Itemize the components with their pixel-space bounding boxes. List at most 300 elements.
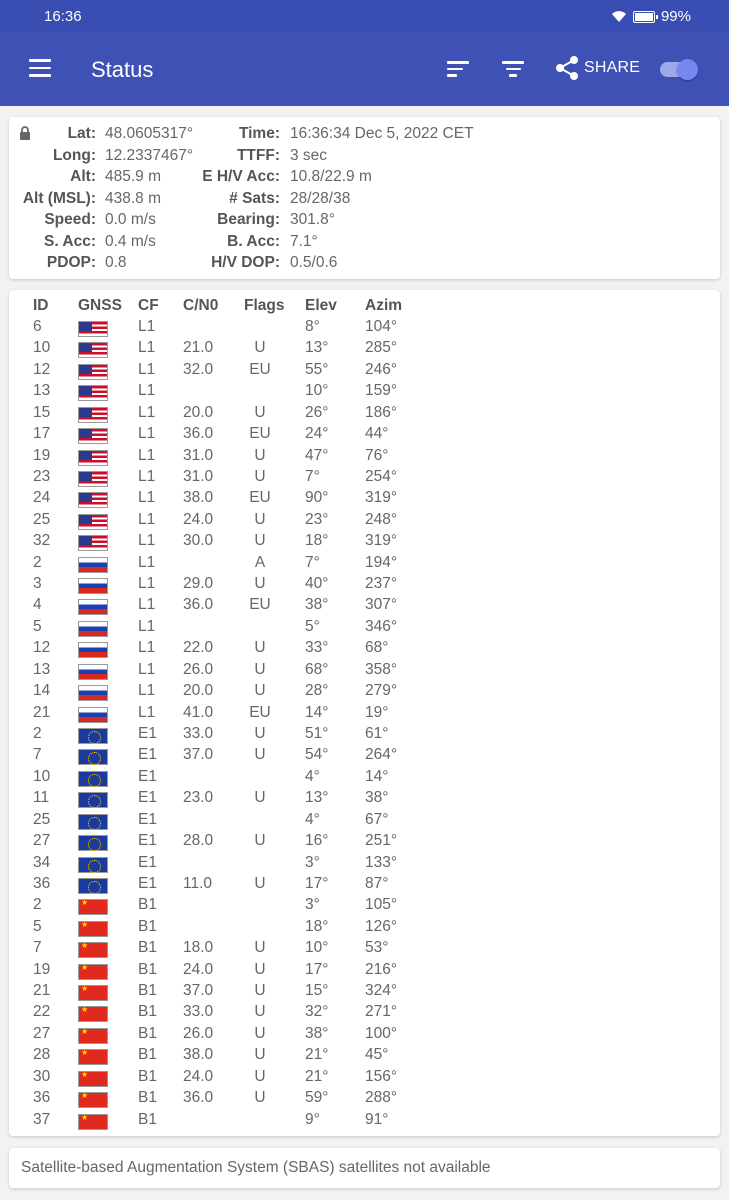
gnss-flag-icon [78,385,108,401]
share-icon [554,55,580,81]
sat-elevation: 9° [305,1110,320,1128]
gnss-flag-icon [78,535,108,551]
sat-cn0: 24.0 [183,1067,214,1085]
satellite-row [9,832,720,853]
sat-cn0: 22.0 [183,639,214,657]
fix-value: 301.8° [290,211,335,228]
sat-id: 10 [33,339,51,357]
gnss-flag-icon [78,835,108,851]
header-gnss: GNSS [78,297,122,314]
sat-azimuth: 254° [365,467,398,485]
gnss-flag-icon [78,985,108,1001]
sat-azimuth: 271° [365,1003,398,1021]
eu-flag-icon [78,771,108,787]
system-status-bar [0,0,729,33]
sat-flags: U [254,1089,266,1107]
satellite-row [9,789,720,810]
sat-elevation: 17° [305,874,329,892]
sat-azimuth: 100° [365,1024,398,1042]
cn-flag-icon [78,921,108,937]
sat-azimuth: 104° [365,318,398,335]
sat-azimuth: 346° [365,617,398,635]
menu-icon[interactable] [29,59,51,77]
gnss-flag-icon [78,792,108,808]
cn-flag-icon [78,1006,108,1022]
sat-azimuth: 246° [365,360,398,378]
sat-azimuth: 14° [365,767,389,785]
eu-flag-icon [78,814,108,830]
us-flag-icon [78,535,108,551]
sat-flags: U [254,639,266,657]
us-flag-icon [78,492,108,508]
share-label: SHARE [584,59,641,76]
gnss-flag-icon [78,1049,108,1065]
sat-carrier-frequency: B1 [138,982,157,1000]
sat-azimuth: 307° [365,596,398,614]
sat-id: 2 [33,553,42,571]
us-flag-icon [78,342,108,358]
sat-flags: U [254,789,266,807]
sat-id: 37 [33,1110,51,1128]
share-button[interactable] [554,55,640,81]
fix-value: 3 sec [290,146,328,164]
gnss-flag-icon [78,685,108,701]
sat-id: 6 [33,318,42,335]
sat-carrier-frequency: E1 [138,746,157,764]
sat-carrier-frequency: L1 [138,553,156,571]
ru-flag-icon [78,621,108,637]
satellite-row [9,532,720,553]
sat-elevation: 40° [305,575,329,593]
satellite-row [9,489,720,510]
sat-elevation: 33° [305,639,329,657]
sat-carrier-frequency: L1 [138,339,156,357]
gnss-flag-icon [78,407,108,423]
sat-elevation: 28° [305,682,329,700]
sat-azimuth: 156° [365,1067,398,1085]
sat-cn0: 37.0 [183,982,214,1000]
sat-elevation: 7° [305,553,320,571]
gnss-flag-icon [78,728,108,744]
sat-carrier-frequency: B1 [138,1003,157,1021]
sat-carrier-frequency: L1 [138,425,156,443]
fix-label: Long: [52,146,96,164]
sat-id: 2 [33,896,42,914]
sat-elevation: 18° [305,917,329,935]
satellite-row [9,318,720,339]
sat-carrier-frequency: L1 [138,360,156,378]
sat-carrier-frequency: L1 [138,596,156,614]
sat-id: 13 [33,660,51,678]
sat-carrier-frequency: B1 [138,1089,157,1107]
satellite-row [9,618,720,639]
sat-cn0: 33.0 [183,1003,214,1021]
ru-flag-icon [78,599,108,615]
gnss-flag-icon [78,621,108,637]
sat-flags: U [254,446,266,464]
sat-flags: U [254,874,266,892]
sat-id: 32 [33,532,51,550]
cn-flag-icon [78,985,108,1001]
sat-elevation: 32° [305,1003,329,1021]
sat-azimuth: 319° [365,489,398,507]
cn-flag-icon [78,1114,108,1130]
satellite-row [9,1003,720,1024]
sat-azimuth: 319° [365,532,398,550]
gnss-flag-icon [78,878,108,894]
fix-value: 16:36:34 Dec 5, 2022 CET [290,125,474,142]
satellite-row [9,661,720,682]
app-bar [0,33,729,106]
sat-cn0: 37.0 [183,746,214,764]
wifi-icon [611,10,627,23]
eu-flag-icon [78,749,108,765]
sat-cn0: 24.0 [183,510,214,528]
sat-id: 5 [33,617,42,635]
eu-flag-icon [78,728,108,744]
sat-id: 2 [33,724,42,742]
satellite-row [9,875,720,896]
sat-elevation: 13° [305,339,329,357]
sat-elevation: 38° [305,1024,329,1042]
sat-azimuth: 285° [365,339,398,357]
gnss-flag-icon [78,857,108,873]
gnss-flag-icon [78,599,108,615]
sat-carrier-frequency: L1 [138,617,156,635]
sat-carrier-frequency: B1 [138,917,157,935]
sbas-message: Satellite-based Augmentation System (SBAS) satellites not available [21,1159,491,1176]
sat-elevation: 26° [305,403,329,421]
sat-carrier-frequency: B1 [138,939,157,957]
sat-elevation: 17° [305,960,329,978]
fix-label: Alt (MSL): [22,189,96,207]
ru-flag-icon [78,557,108,573]
satellite-row [9,1068,720,1089]
filter-icon[interactable] [502,61,524,77]
sat-cn0: 11.0 [183,874,213,892]
gnss-flag-icon [78,364,108,380]
sat-id: 17 [33,425,51,443]
cn-flag-icon [78,1092,108,1108]
sat-cn0: 28.0 [183,832,214,850]
ru-flag-icon [78,642,108,658]
sat-flags: U [254,960,266,978]
satellite-row [9,404,720,425]
fix-value: 28/28/38 [290,189,351,207]
satellite-row [9,382,720,403]
sat-cn0: 18.0 [183,939,214,957]
satellite-row [9,468,720,489]
sat-elevation: 13° [305,789,329,807]
gnss-flag-icon [78,1114,108,1130]
sat-id: 11 [33,789,50,807]
header-azim: Azim [365,297,403,314]
us-flag-icon [78,428,108,444]
fix-value: 0.4 m/s [105,232,156,250]
sat-azimuth: 61° [365,724,389,742]
location-fix-card [9,117,720,279]
sat-azimuth: 194° [365,553,398,571]
sat-carrier-frequency: L1 [138,489,156,507]
sat-elevation: 21° [305,1046,329,1064]
satellite-row [9,982,720,1003]
gnss-flag-icon [78,557,108,573]
sat-carrier-frequency: L1 [138,575,156,593]
sat-carrier-frequency: L1 [138,467,156,485]
gnss-flag-icon [78,342,108,358]
sat-elevation: 21° [305,1067,329,1085]
sat-elevation: 18° [305,532,329,550]
satellite-row [9,575,720,596]
sat-id: 13 [33,382,51,400]
sat-cn0: 36.0 [183,425,214,443]
satellite-row [9,639,720,660]
sat-carrier-frequency: B1 [138,1046,157,1064]
us-flag-icon [78,514,108,530]
battery-icon [633,11,655,23]
fix-value: 12.2337467° [105,146,194,164]
satellite-row [9,896,720,917]
ru-flag-icon [78,707,108,723]
sat-flags: EU [249,489,271,507]
fix-label: Alt: [70,168,96,185]
sat-cn0: 38.0 [183,489,214,507]
sat-azimuth: 67° [365,810,389,828]
sat-azimuth: 87° [365,874,389,892]
satellite-row [9,725,720,746]
us-flag-icon [78,385,108,401]
sat-azimuth: 133° [365,853,398,871]
sat-azimuth: 248° [365,510,398,528]
sat-flags: U [254,746,266,764]
battery-percent: 99% [660,8,691,25]
sat-carrier-frequency: L1 [138,660,156,678]
sat-azimuth: 237° [365,575,398,593]
fix-label: Lat: [67,125,96,142]
sat-cn0: 23.0 [183,789,214,807]
header-elev: Elev [305,297,337,314]
sat-azimuth: 358° [365,660,398,678]
sat-azimuth: 91° [365,1110,389,1128]
sat-cn0: 38.0 [183,1046,214,1064]
satellite-row [9,596,720,617]
sat-azimuth: 251° [365,832,398,850]
fix-value: 0.5/0.6 [290,254,338,271]
sbas-card [9,1148,720,1188]
sat-id: 36 [33,1089,51,1107]
sat-carrier-frequency: L1 [138,703,156,721]
header-cn0: C/N0 [183,297,219,314]
satellite-row [9,1025,720,1046]
sat-cn0: 31.0 [183,446,214,464]
us-flag-icon [78,407,108,423]
sat-carrier-frequency: E1 [138,789,157,807]
eu-flag-icon [78,878,108,894]
sat-carrier-frequency: B1 [138,896,157,914]
satellite-row [9,854,720,875]
sat-azimuth: 68° [365,639,389,657]
gnss-flag-icon [78,321,108,337]
cn-flag-icon [78,1071,108,1087]
sat-azimuth: 186° [365,403,398,421]
fix-label: Time: [238,125,280,142]
sat-id: 21 [33,982,51,1000]
sat-cn0: 32.0 [183,360,214,378]
sat-id: 7 [33,746,42,764]
satellite-row [9,746,720,767]
eu-flag-icon [78,792,108,808]
sat-id: 27 [33,1024,51,1042]
fix-value: 7.1° [290,232,318,250]
satellite-row [9,447,720,468]
fix-value: 0.0 m/s [105,211,156,228]
fix-value: 438.8 m [105,189,162,207]
sat-elevation: 3° [305,853,320,871]
gnss-flag-icon [78,707,108,723]
sat-azimuth: 38° [365,789,389,807]
status-icons [611,8,691,25]
sat-elevation: 7° [305,467,320,485]
sat-azimuth: 324° [365,982,398,1000]
satellite-row [9,1089,720,1110]
satellite-row [9,704,720,725]
sat-flags: U [254,575,266,593]
sat-carrier-frequency: L1 [138,318,156,335]
us-flag-icon [78,364,108,380]
sat-id: 27 [33,832,51,850]
sat-id: 5 [33,917,42,935]
sat-flags: U [254,982,266,1000]
sat-elevation: 24° [305,425,329,443]
satellite-status-card [9,290,720,1136]
sat-elevation: 4° [305,810,320,828]
fix-label: H/V DOP: [211,254,280,271]
satellite-row [9,1111,720,1132]
gnss-flag-icon [78,921,108,937]
satellite-row [9,682,720,703]
sat-flags: U [254,724,266,742]
sat-flags: U [254,467,266,485]
sat-id: 19 [33,960,51,978]
sat-id: 10 [33,767,51,785]
sat-flags: U [254,939,266,957]
gnss-flag-icon [78,899,108,915]
sat-carrier-frequency: L1 [138,639,156,657]
gnss-flag-icon [78,749,108,765]
sat-elevation: 47° [305,446,329,464]
sat-carrier-frequency: E1 [138,810,157,828]
gnss-toggle[interactable] [660,59,698,79]
us-flag-icon [78,321,108,337]
fix-label: TTFF: [236,146,280,164]
sat-flags: U [254,1024,266,1042]
sat-cn0: 29.0 [183,575,214,593]
sat-carrier-frequency: E1 [138,832,157,850]
sat-carrier-frequency: L1 [138,382,156,400]
fix-label: E H/V Acc: [202,168,280,185]
satellite-row [9,918,720,939]
sat-flags: U [254,1046,266,1064]
sat-carrier-frequency: E1 [138,874,157,892]
sat-flags: EU [249,703,271,721]
ru-flag-icon [78,685,108,701]
sat-carrier-frequency: E1 [138,767,157,785]
satellite-row [9,361,720,382]
sat-flags: U [254,1003,266,1021]
gnss-flag-icon [78,1092,108,1108]
gnss-flag-icon [78,471,108,487]
sat-flags: EU [249,596,271,614]
fix-value: 10.8/22.9 m [290,168,372,185]
sat-flags: U [254,510,266,528]
sat-carrier-frequency: L1 [138,446,156,464]
sat-cn0: 33.0 [183,724,214,742]
sat-id: 12 [33,360,51,378]
satellite-row [9,1046,720,1067]
sat-cn0: 20.0 [183,403,214,421]
sat-elevation: 54° [305,746,329,764]
cn-flag-icon [78,899,108,915]
satellite-row [9,339,720,360]
sat-cn0: 31.0 [183,467,214,485]
fix-value: 0.8 [105,254,127,271]
sat-elevation: 4° [305,767,320,785]
sat-id: 28 [33,1046,51,1064]
header-cf: CF [138,297,159,314]
header-flags: Flags [244,297,285,314]
sat-flags: U [254,682,266,700]
sat-flags: EU [249,425,271,443]
satellite-row [9,511,720,532]
header-id: ID [33,297,49,314]
sat-elevation: 5° [305,617,320,635]
sat-elevation: 38° [305,596,329,614]
sat-cn0: 24.0 [183,960,214,978]
sort-icon[interactable] [447,61,469,77]
gnss-flag-icon [78,450,108,466]
sat-flags: U [254,660,266,678]
sat-flags: U [254,1067,266,1085]
sat-elevation: 16° [305,832,329,850]
sat-id: 36 [33,874,51,892]
sat-id: 30 [33,1067,51,1085]
fix-label: Bearing: [217,211,280,228]
sat-carrier-frequency: L1 [138,403,156,421]
sat-cn0: 36.0 [183,1089,214,1107]
satellite-row [9,939,720,960]
sat-flags: U [254,403,266,421]
sat-carrier-frequency: L1 [138,532,156,550]
fix-label: Speed: [44,211,96,228]
sat-flags: U [254,832,266,850]
sat-azimuth: 264° [365,746,398,764]
sat-flags: A [254,553,266,571]
sat-id: 22 [33,1003,51,1021]
eu-flag-icon [78,857,108,873]
sat-elevation: 14° [305,703,329,721]
sat-elevation: 51° [305,724,329,742]
cn-flag-icon [78,964,108,980]
gnss-flag-icon [78,1028,108,1044]
gnss-flag-icon [78,1006,108,1022]
sat-id: 4 [33,596,42,614]
lock-icon [19,126,31,140]
sat-id: 21 [33,703,51,721]
us-flag-icon [78,450,108,466]
sat-azimuth: 279° [365,682,398,700]
satellite-row [9,554,720,575]
fix-value: 48.0605317° [105,125,194,142]
